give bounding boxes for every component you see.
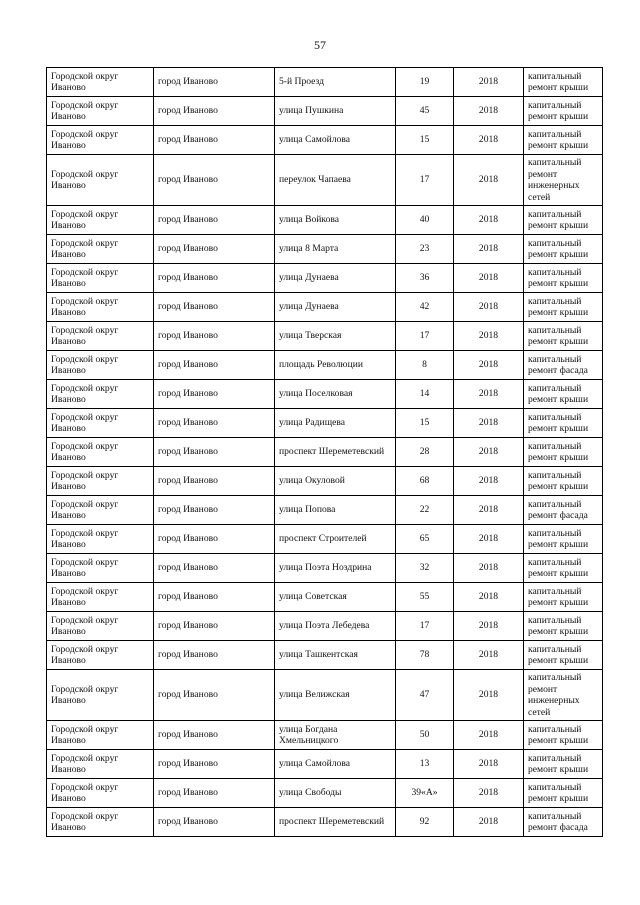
municipality-cell: Городской округ Иваново bbox=[47, 525, 154, 554]
table-row bbox=[47, 641, 603, 670]
city-cell: город Иваново bbox=[154, 206, 275, 235]
municipality-cell: Городской округ Иваново bbox=[47, 721, 154, 750]
street-cell: улица Поэта Ноздрина bbox=[275, 554, 396, 583]
street-cell: улица Дунаева bbox=[275, 293, 396, 322]
municipality-cell: Городской округ Иваново bbox=[47, 155, 154, 206]
city-cell: город Иваново bbox=[154, 808, 275, 837]
year-cell: 2018 bbox=[454, 155, 524, 206]
table-row bbox=[47, 612, 603, 641]
work-type-cell: капитальный ремонт инженерных сетей bbox=[524, 155, 603, 206]
table-row bbox=[47, 525, 603, 554]
municipality-cell: Городской округ Иваново bbox=[47, 779, 154, 808]
table-row bbox=[47, 264, 603, 293]
work-type-cell: капитальный ремонт фасада bbox=[524, 808, 603, 837]
work-type-cell: капитальный ремонт инженерных сетей bbox=[524, 670, 603, 721]
year-cell: 2018 bbox=[454, 779, 524, 808]
city-cell: город Иваново bbox=[154, 264, 275, 293]
municipality-cell: Городской округ Иваново bbox=[47, 750, 154, 779]
work-type-cell: капитальный ремонт крыши bbox=[524, 264, 603, 293]
municipality-cell: Городской округ Иваново bbox=[47, 612, 154, 641]
municipality-cell: Городской округ Иваново bbox=[47, 554, 154, 583]
work-type-cell: капитальный ремонт крыши bbox=[524, 779, 603, 808]
repair-schedule-table bbox=[46, 67, 603, 837]
street-cell: улица Свободы bbox=[275, 779, 396, 808]
house-number-cell: 36 bbox=[396, 264, 454, 293]
year-cell: 2018 bbox=[454, 264, 524, 293]
municipality-cell: Городской округ Иваново bbox=[47, 351, 154, 380]
city-cell: город Иваново bbox=[154, 750, 275, 779]
work-type-cell: капитальный ремонт крыши bbox=[524, 583, 603, 612]
street-cell: улица Богдана Хмельницкого bbox=[275, 721, 396, 750]
table-row bbox=[47, 808, 603, 837]
street-cell: улица Поэта Лебедева bbox=[275, 612, 396, 641]
street-cell: улица Ташкентская bbox=[275, 641, 396, 670]
street-cell: площадь Революции bbox=[275, 351, 396, 380]
work-type-cell: капитальный ремонт крыши bbox=[524, 68, 603, 97]
table-row bbox=[47, 670, 603, 721]
city-cell: город Иваново bbox=[154, 438, 275, 467]
work-type-cell: капитальный ремонт крыши bbox=[524, 438, 603, 467]
street-cell: улица Дунаева bbox=[275, 264, 396, 293]
city-cell: город Иваново bbox=[154, 612, 275, 641]
work-type-cell: капитальный ремонт крыши bbox=[524, 525, 603, 554]
street-cell: улица Радищева bbox=[275, 409, 396, 438]
municipality-cell: Городской округ Иваново bbox=[47, 68, 154, 97]
house-number-cell: 13 bbox=[396, 750, 454, 779]
city-cell: город Иваново bbox=[154, 235, 275, 264]
work-type-cell: капитальный ремонт крыши bbox=[524, 206, 603, 235]
house-number-cell: 19 bbox=[396, 68, 454, 97]
municipality-cell: Городской округ Иваново bbox=[47, 670, 154, 721]
city-cell: город Иваново bbox=[154, 583, 275, 612]
house-number-cell: 42 bbox=[396, 293, 454, 322]
municipality-cell: Городской округ Иваново bbox=[47, 126, 154, 155]
table-row bbox=[47, 438, 603, 467]
work-type-cell: капитальный ремонт фасада bbox=[524, 496, 603, 525]
house-number-cell: 23 bbox=[396, 235, 454, 264]
street-cell: улица Самойлова bbox=[275, 126, 396, 155]
year-cell: 2018 bbox=[454, 322, 524, 351]
year-cell: 2018 bbox=[454, 525, 524, 554]
work-type-cell: капитальный ремонт крыши bbox=[524, 641, 603, 670]
street-cell: улица Пушкина bbox=[275, 97, 396, 126]
municipality-cell: Городской округ Иваново bbox=[47, 496, 154, 525]
house-number-cell: 68 bbox=[396, 467, 454, 496]
table-row bbox=[47, 351, 603, 380]
year-cell: 2018 bbox=[454, 612, 524, 641]
work-type-cell: капитальный ремонт крыши bbox=[524, 380, 603, 409]
city-cell: город Иваново bbox=[154, 351, 275, 380]
table-row bbox=[47, 293, 603, 322]
municipality-cell: Городской округ Иваново bbox=[47, 235, 154, 264]
city-cell: город Иваново bbox=[154, 641, 275, 670]
year-cell: 2018 bbox=[454, 583, 524, 612]
table-row bbox=[47, 496, 603, 525]
table-body bbox=[47, 68, 603, 837]
house-number-cell: 39«А» bbox=[396, 779, 454, 808]
city-cell: город Иваново bbox=[154, 322, 275, 351]
street-cell: улица 8 Марта bbox=[275, 235, 396, 264]
house-number-cell: 28 bbox=[396, 438, 454, 467]
house-number-cell: 45 bbox=[396, 97, 454, 126]
work-type-cell: капитальный ремонт крыши bbox=[524, 409, 603, 438]
year-cell: 2018 bbox=[454, 438, 524, 467]
house-number-cell: 92 bbox=[396, 808, 454, 837]
year-cell: 2018 bbox=[454, 641, 524, 670]
year-cell: 2018 bbox=[454, 554, 524, 583]
year-cell: 2018 bbox=[454, 721, 524, 750]
year-cell: 2018 bbox=[454, 380, 524, 409]
year-cell: 2018 bbox=[454, 206, 524, 235]
house-number-cell: 22 bbox=[396, 496, 454, 525]
city-cell: город Иваново bbox=[154, 670, 275, 721]
municipality-cell: Городской округ Иваново bbox=[47, 380, 154, 409]
city-cell: город Иваново bbox=[154, 779, 275, 808]
house-number-cell: 14 bbox=[396, 380, 454, 409]
house-number-cell: 55 bbox=[396, 583, 454, 612]
page-number: 57 bbox=[314, 38, 326, 52]
year-cell: 2018 bbox=[454, 496, 524, 525]
house-number-cell: 15 bbox=[396, 126, 454, 155]
municipality-cell: Городской округ Иваново bbox=[47, 293, 154, 322]
city-cell: город Иваново bbox=[154, 525, 275, 554]
year-cell: 2018 bbox=[454, 808, 524, 837]
house-number-cell: 65 bbox=[396, 525, 454, 554]
work-type-cell: капитальный ремонт крыши bbox=[524, 126, 603, 155]
work-type-cell: капитальный ремонт фасада bbox=[524, 351, 603, 380]
municipality-cell: Городской округ Иваново bbox=[47, 438, 154, 467]
table-row bbox=[47, 97, 603, 126]
street-cell: улица Попова bbox=[275, 496, 396, 525]
work-type-cell: капитальный ремонт крыши bbox=[524, 293, 603, 322]
city-cell: город Иваново bbox=[154, 409, 275, 438]
table-row bbox=[47, 380, 603, 409]
municipality-cell: Городской округ Иваново bbox=[47, 264, 154, 293]
city-cell: город Иваново bbox=[154, 97, 275, 126]
table-row bbox=[47, 467, 603, 496]
house-number-cell: 40 bbox=[396, 206, 454, 235]
city-cell: город Иваново bbox=[154, 467, 275, 496]
work-type-cell: капитальный ремонт крыши bbox=[524, 322, 603, 351]
table-row bbox=[47, 126, 603, 155]
municipality-cell: Городской округ Иваново bbox=[47, 409, 154, 438]
year-cell: 2018 bbox=[454, 670, 524, 721]
table-row bbox=[47, 750, 603, 779]
street-cell: проспект Строителей bbox=[275, 525, 396, 554]
work-type-cell: капитальный ремонт крыши bbox=[524, 467, 603, 496]
street-cell: улица Тверская bbox=[275, 322, 396, 351]
work-type-cell: капитальный ремонт крыши bbox=[524, 750, 603, 779]
table-row bbox=[47, 155, 603, 206]
year-cell: 2018 bbox=[454, 750, 524, 779]
table-row bbox=[47, 779, 603, 808]
city-cell: город Иваново bbox=[154, 293, 275, 322]
city-cell: город Иваново bbox=[154, 721, 275, 750]
municipality-cell: Городской округ Иваново bbox=[47, 97, 154, 126]
work-type-cell: капитальный ремонт крыши bbox=[524, 97, 603, 126]
year-cell: 2018 bbox=[454, 126, 524, 155]
house-number-cell: 50 bbox=[396, 721, 454, 750]
year-cell: 2018 bbox=[454, 293, 524, 322]
street-cell: проспект Шереметевский bbox=[275, 808, 396, 837]
city-cell: город Иваново bbox=[154, 155, 275, 206]
year-cell: 2018 bbox=[454, 351, 524, 380]
year-cell: 2018 bbox=[454, 97, 524, 126]
house-number-cell: 17 bbox=[396, 612, 454, 641]
work-type-cell: капитальный ремонт крыши bbox=[524, 612, 603, 641]
table-row bbox=[47, 721, 603, 750]
municipality-cell: Городской округ Иваново bbox=[47, 467, 154, 496]
municipality-cell: Городской округ Иваново bbox=[47, 206, 154, 235]
table-row bbox=[47, 235, 603, 264]
house-number-cell: 15 bbox=[396, 409, 454, 438]
year-cell: 2018 bbox=[454, 235, 524, 264]
table-row bbox=[47, 554, 603, 583]
table-row bbox=[47, 68, 603, 97]
house-number-cell: 17 bbox=[396, 155, 454, 206]
municipality-cell: Городской округ Иваново bbox=[47, 808, 154, 837]
street-cell: переулок Чапаева bbox=[275, 155, 396, 206]
work-type-cell: капитальный ремонт крыши bbox=[524, 235, 603, 264]
house-number-cell: 78 bbox=[396, 641, 454, 670]
city-cell: город Иваново bbox=[154, 126, 275, 155]
city-cell: город Иваново bbox=[154, 68, 275, 97]
house-number-cell: 32 bbox=[396, 554, 454, 583]
street-cell: улица Войкова bbox=[275, 206, 396, 235]
street-cell: улица Велижская bbox=[275, 670, 396, 721]
work-type-cell: капитальный ремонт крыши bbox=[524, 554, 603, 583]
work-type-cell: капитальный ремонт крыши bbox=[524, 721, 603, 750]
table-row bbox=[47, 206, 603, 235]
house-number-cell: 47 bbox=[396, 670, 454, 721]
house-number-cell: 8 bbox=[396, 351, 454, 380]
street-cell: улица Окуловой bbox=[275, 467, 396, 496]
year-cell: 2018 bbox=[454, 409, 524, 438]
street-cell: 5-й Проезд bbox=[275, 68, 396, 97]
municipality-cell: Городской округ Иваново bbox=[47, 641, 154, 670]
city-cell: город Иваново bbox=[154, 496, 275, 525]
municipality-cell: Городской округ Иваново bbox=[47, 583, 154, 612]
municipality-cell: Городской округ Иваново bbox=[47, 322, 154, 351]
year-cell: 2018 bbox=[454, 68, 524, 97]
city-cell: город Иваново bbox=[154, 380, 275, 409]
street-cell: улица Советская bbox=[275, 583, 396, 612]
city-cell: город Иваново bbox=[154, 554, 275, 583]
street-cell: улица Самойлова bbox=[275, 750, 396, 779]
street-cell: проспект Шереметевский bbox=[275, 438, 396, 467]
table-row bbox=[47, 409, 603, 438]
table-row bbox=[47, 583, 603, 612]
year-cell: 2018 bbox=[454, 467, 524, 496]
street-cell: улица Поселковая bbox=[275, 380, 396, 409]
house-number-cell: 17 bbox=[396, 322, 454, 351]
table-row bbox=[47, 322, 603, 351]
